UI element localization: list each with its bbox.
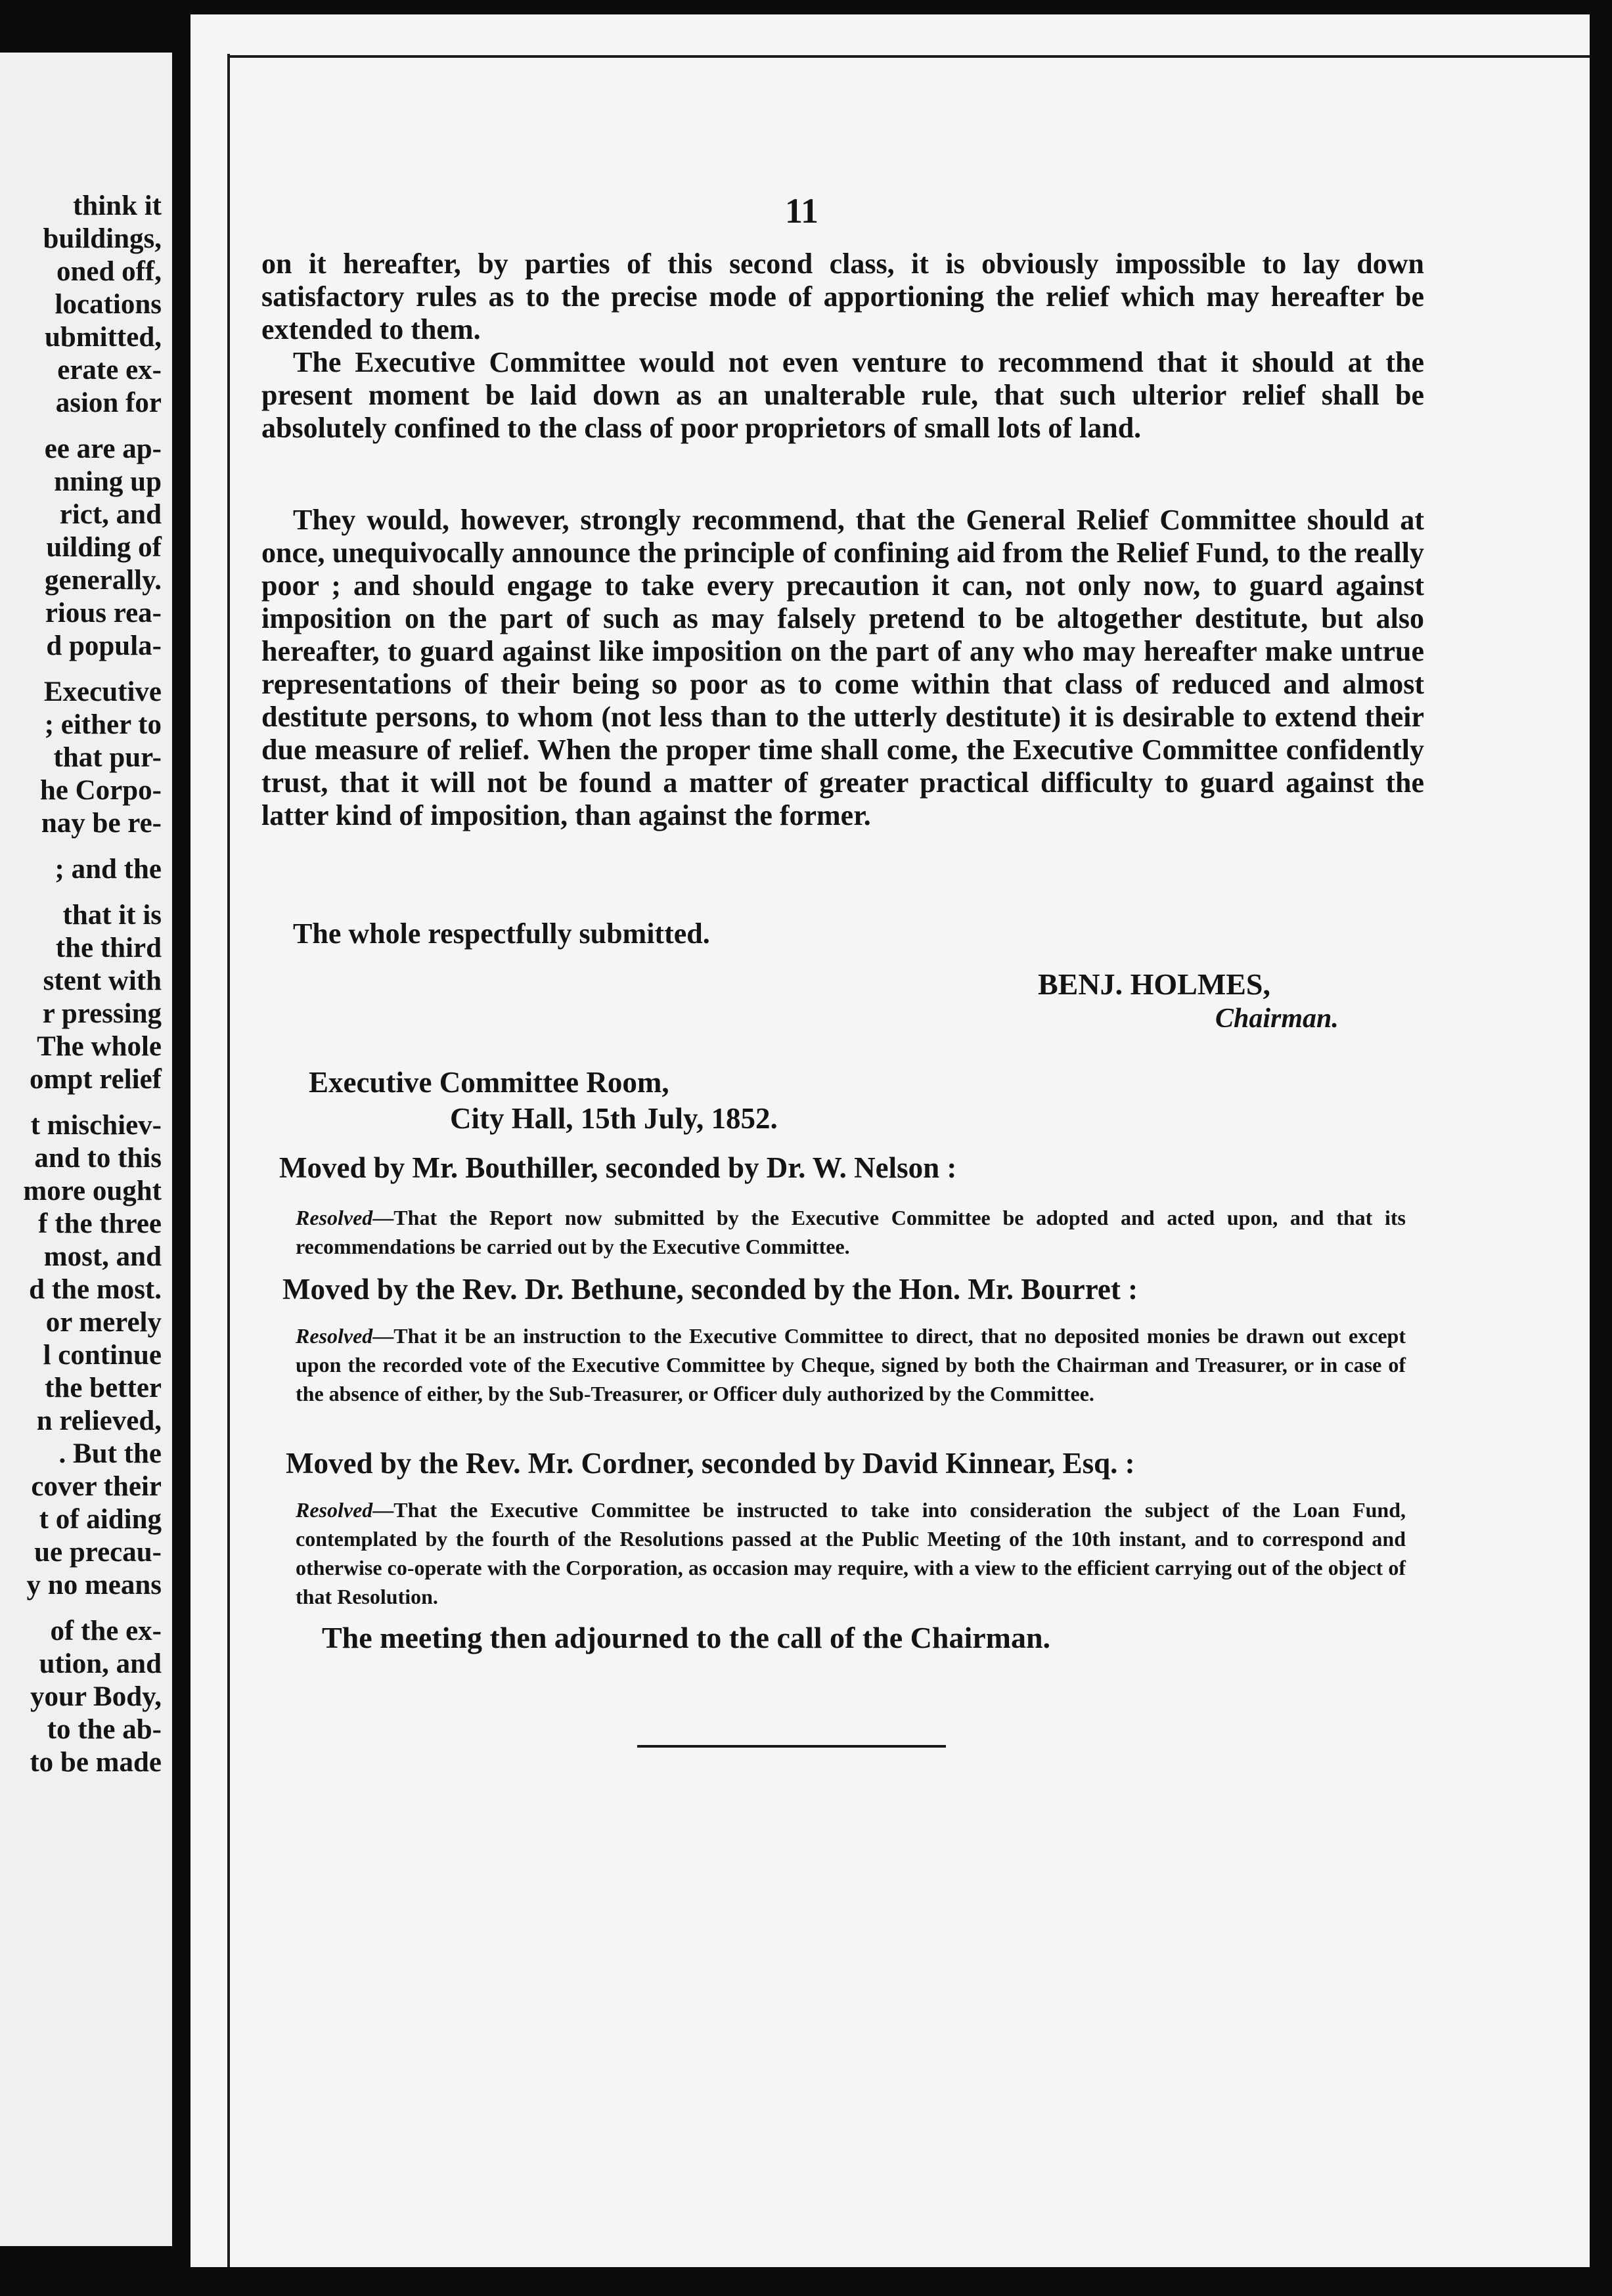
paragraph-1: on it hereafter, by parties of this second class, it is obviously impossible to lay down satisfactory rules as to the precise mode of apportioning the relief which may hereafter be extended to them. [261, 248, 1424, 345]
left-fragment-line: rict, and [59, 499, 162, 530]
closing-rule [637, 1745, 946, 1748]
left-fragment-line: n relieved, [36, 1405, 162, 1436]
page-number: 11 [785, 191, 819, 231]
left-fragment-line: to the ab- [47, 1714, 162, 1745]
left-fragment-line: erate ex- [57, 355, 162, 386]
paragraph-3: They would, however, strongly recommend, that the General Relief Committee should at once, unequivocally announce the principle of confining aid from the Relief Fund, to the really poor ; and should engage to take every precaution it can, not only now, to guard against imposition on the part of such as may falsely pretend to be altogether destitute, but also hereafter, to guard against like imposition on the part of any who may hereafter make untrue representations of their being so poor as to come within that class of reduced and almost destitute persons, to whom (not less than to the utterly destitute) it is desirable to extend their due measure of relief. When the proper time shall come, the Executive Committee confidently trust, that it will not be found a matter of greater practical difficulty to guard against the latter kind of imposition, than against the former. [261, 504, 1424, 831]
left-fragment-line: generally. [45, 565, 162, 596]
left-fragment-line: The whole [37, 1031, 162, 1062]
motion-3-moved: Moved by the Rev. Mr. Cordner, seconded by David Kinnear, Esq. : [286, 1447, 1135, 1480]
left-fragment-line: more ought [23, 1176, 162, 1206]
left-fragment-line: cover their [31, 1471, 162, 1502]
left-fragment-line: think it [72, 190, 162, 221]
resolved-label: Resolved [296, 1206, 373, 1229]
left-fragment-line: Executive [43, 676, 162, 707]
left-fragment-line: f the three [38, 1208, 162, 1239]
left-fragment-line: your Body, [30, 1681, 162, 1712]
frame-border-left [227, 54, 230, 2267]
motion-2-moved: Moved by the Rev. Dr. Bethune, seconded by the Hon. Mr. Bourret : [282, 1273, 1138, 1306]
paragraph-2: The Executive Committee would not even venture to recommend that it should at the present moment be laid down as an unalterable rule, that such ulterior relief shall be absolutely confined to the class of poor proprietors of small lots of land. [261, 346, 1424, 444]
left-fragment-line: most, and [43, 1241, 162, 1272]
left-fragment-line: nning up [54, 466, 162, 497]
resolution-text: —That the Report now submitted by the Executive Committee be adopted and acted upon, and that its recommendations be carried out by the Executive Committee. [296, 1206, 1406, 1258]
signature-title: Chairman. [1215, 1004, 1339, 1034]
paragraph-4: The whole respectfully submitted. [293, 917, 710, 950]
left-fragment-line: ution, and [39, 1648, 162, 1679]
left-fragment-line: he Corpo- [39, 775, 162, 806]
resolved-label: Resolved [296, 1498, 373, 1522]
left-fragment-line: or merely [45, 1307, 162, 1338]
left-fragment-line: that it is [62, 900, 162, 931]
left-fragment-line: nay be re- [41, 808, 162, 839]
left-fragment-line: ue precau- [34, 1537, 162, 1568]
resolved-label: Resolved [296, 1324, 373, 1348]
left-fragment-line: locations [55, 289, 162, 320]
left-fragment-line: of the ex- [50, 1616, 162, 1646]
left-fragment-line: and to this [34, 1143, 162, 1174]
left-fragment-line: ee are ap- [44, 433, 162, 464]
left-fragment-line: the better [45, 1373, 162, 1403]
page-gutter [172, 0, 190, 2296]
left-fragment-line: r pressing [42, 998, 162, 1029]
left-fragment-line: asion for [55, 387, 162, 418]
closing-line: The meeting then adjourned to the call of the Chairman. [322, 1621, 1051, 1654]
left-fragment-line: ; either to [44, 709, 162, 740]
motion-2-resolution [296, 1321, 1406, 1408]
signature-name: BENJ. HOLMES, [1038, 967, 1271, 1001]
left-fragment-line: ubmitted, [45, 322, 162, 353]
motion-1-resolution [296, 1203, 1406, 1261]
left-fragment-line: rious rea- [45, 598, 162, 629]
left-page-fragment [0, 53, 172, 2246]
motion-3-resolution [296, 1495, 1406, 1611]
motion-1-moved: Moved by Mr. Bouthiller, seconded by Dr. W. Nelson : [279, 1151, 957, 1184]
left-fragment-line: the third [55, 933, 162, 963]
place-line-1: Executive Committee Room, [309, 1066, 669, 1099]
left-fragment-line: y no means [26, 1570, 162, 1601]
right-page [190, 14, 1590, 2267]
left-fragment-line: d popula- [46, 630, 162, 661]
left-fragment-line: to be made [30, 1747, 162, 1778]
left-fragment-line: uilding of [46, 532, 162, 563]
left-fragment-line: oned off, [56, 256, 162, 287]
left-fragment-line: t of aiding [39, 1504, 162, 1535]
resolution-text: —That the Executive Committee be instructed to take into consideration the subject of the Loan Fund, contemplated by the fourth of the Resolutions passed at the Public Meeting of the 10th instant, and to correspond and otherwise co-operate with the Corporation, as occasion may require, with a view to the efficient carrying out of the object of that Resolution. [296, 1498, 1406, 1608]
frame-border-top [227, 55, 1590, 58]
resolution-text: —That it be an instruction to the Executive Committee to direct, that no deposited monies be drawn out except upon the recorded vote of the Executive Committee by Cheque, signed by both the Chairman and Treasurer, or in case of the absence of either, by the Sub-Treasurer, or Officer duly authorized by the Committee. [296, 1324, 1406, 1405]
left-fragment-line: l continue [43, 1340, 162, 1371]
left-fragment-line: buildings, [43, 223, 162, 254]
place-line-2: City Hall, 15th July, 1852. [450, 1102, 778, 1135]
left-fragment-line: d the most. [29, 1274, 162, 1305]
left-fragment-line: t mischiev- [30, 1110, 162, 1141]
left-fragment-line: ; and the [55, 854, 162, 885]
left-fragment-line: that pur- [53, 742, 162, 773]
left-fragment-line: stent with [43, 965, 162, 996]
left-fragment-line: ompt relief [30, 1064, 162, 1095]
left-fragment-line: . But the [58, 1438, 162, 1469]
